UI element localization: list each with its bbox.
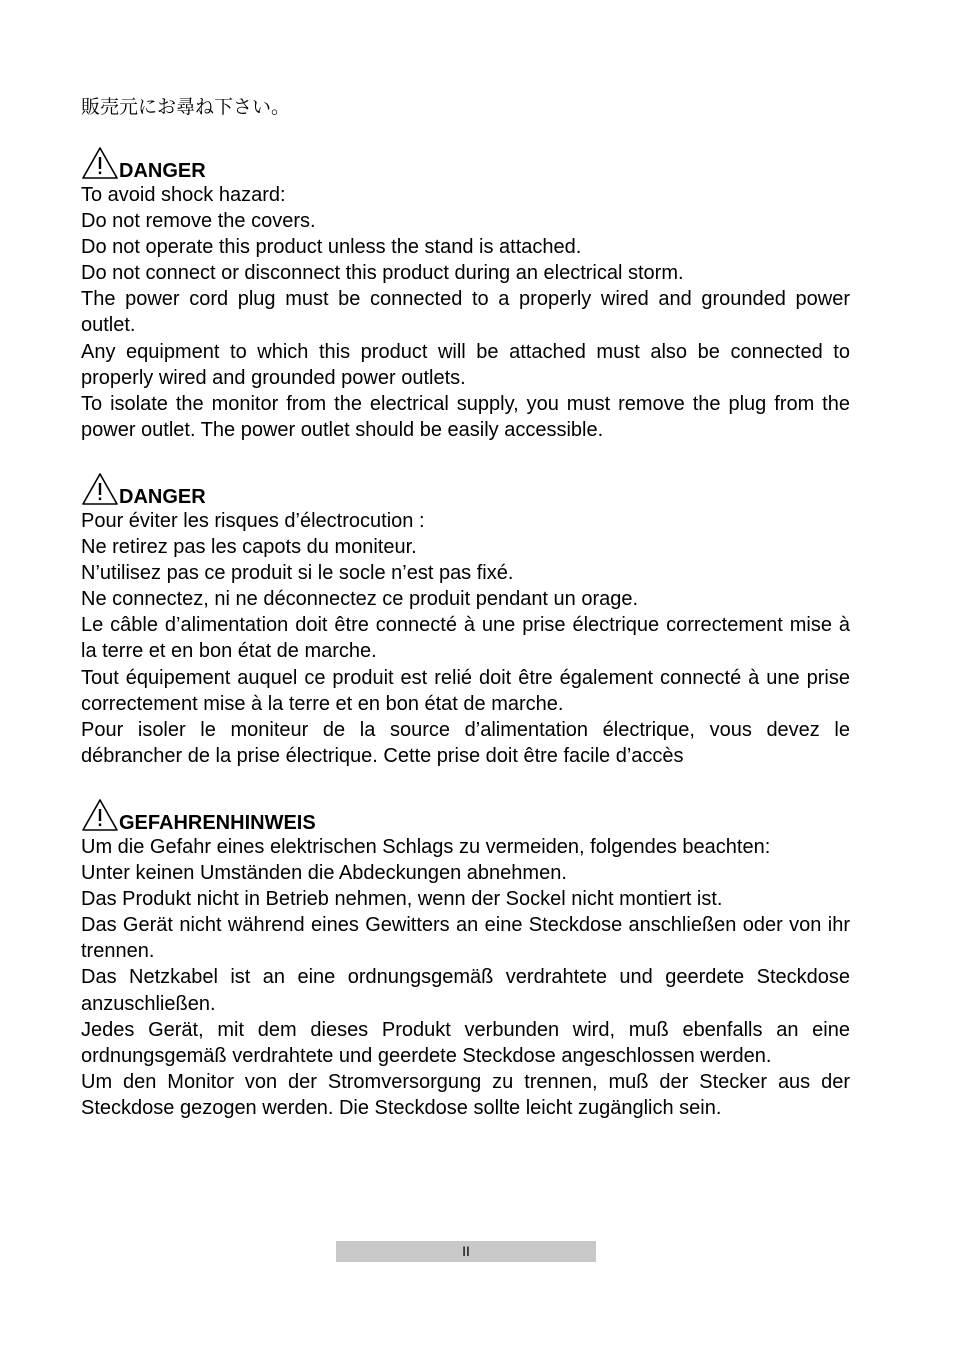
paragraph: Das Gerät nicht während eines Gewitters an eine Steckdose anschließen oder von ihr trennen. <box>81 914 850 963</box>
paragraph: Tout équipement auquel ce produit est relié doit être également connecté à une prise correctement mise à la terre et en bon état de marche. <box>81 666 850 715</box>
paragraph: Das Netzkabel ist an eine ordnungsgemäß verdrahtete und geerdete Steckdose anzuschließen. <box>81 966 850 1015</box>
danger-section-english <box>81 146 850 443</box>
paragraph: Pour isoler le moniteur de la source d’alimentation électrique, vous devez le débrancher de la prise électrique. Cette prise doit être facile d’accès <box>81 718 850 767</box>
paragraph: Do not remove the covers. <box>81 210 316 233</box>
paragraph: Do not connect or disconnect this product during an electrical storm. <box>81 262 684 285</box>
paragraph: Jedes Gerät, mit dem dieses Produkt verbunden wird, muß ebenfalls an eine ordnungsgemäß verdrahtete und geerdete Steckdose angeschlossen werden. <box>81 1018 850 1067</box>
paragraph: Um den Monitor von der Stromversorgung zu trennen, muß der Stecker aus der Steckdose gezogen werden. Die Steckdose sollte leicht zugänglich sein. <box>81 1070 850 1119</box>
paragraph: Unter keinen Umständen die Abdeckungen abnehmen. <box>81 862 567 885</box>
danger-section-french <box>81 472 850 769</box>
japanese-contact-line: 販売元にお尋ね下さい。 <box>81 96 291 118</box>
paragraph: The power cord plug must be connected to a properly wired and grounded power outlet. <box>81 288 850 337</box>
section-heading <box>81 146 850 182</box>
warning-triangle-icon <box>81 146 119 180</box>
section-heading <box>81 798 850 834</box>
danger-heading: DANGER <box>119 486 206 508</box>
gefahrenhinweis-heading: GEFAHRENHINWEIS <box>119 812 316 834</box>
paragraph: Um die Gefahr eines elektrischen Schlags zu vermeiden, folgendes beachten: <box>81 836 771 858</box>
paragraph: Pour éviter les risques d’électrocution : <box>81 510 425 532</box>
danger-section-german <box>81 798 850 1121</box>
paragraph: Any equipment to which this product will be attached must also be connected to properly wired and grounded power outlets. <box>81 340 850 389</box>
danger-heading: DANGER <box>119 160 206 182</box>
paragraph: Ne connectez, ni ne déconnectez ce produit pendant un orage. <box>81 588 639 611</box>
paragraph: To isolate the monitor from the electrical supply, you must remove the plug from the power outlet. The power outlet should be easily accessible. <box>81 392 850 441</box>
warning-triangle-icon <box>81 798 119 832</box>
paragraph: Le câble d’alimentation doit être connecté à une prise électrique correctement mise à la terre et en bon état de marche. <box>81 614 850 663</box>
warning-triangle-icon <box>81 472 119 506</box>
paragraph: Do not operate this product unless the stand is attached. <box>81 236 582 259</box>
section-heading <box>81 472 850 508</box>
paragraph: To avoid shock hazard: <box>81 184 286 206</box>
page-number-bar <box>336 1241 596 1262</box>
page-number: II <box>462 1243 470 1259</box>
paragraph: N’utilisez pas ce produit si le socle n’est pas fixé. <box>81 562 514 585</box>
paragraph: Das Produkt nicht in Betrieb nehmen, wenn der Sockel nicht montiert ist. <box>81 888 723 911</box>
paragraph: Ne retirez pas les capots du moniteur. <box>81 536 417 559</box>
